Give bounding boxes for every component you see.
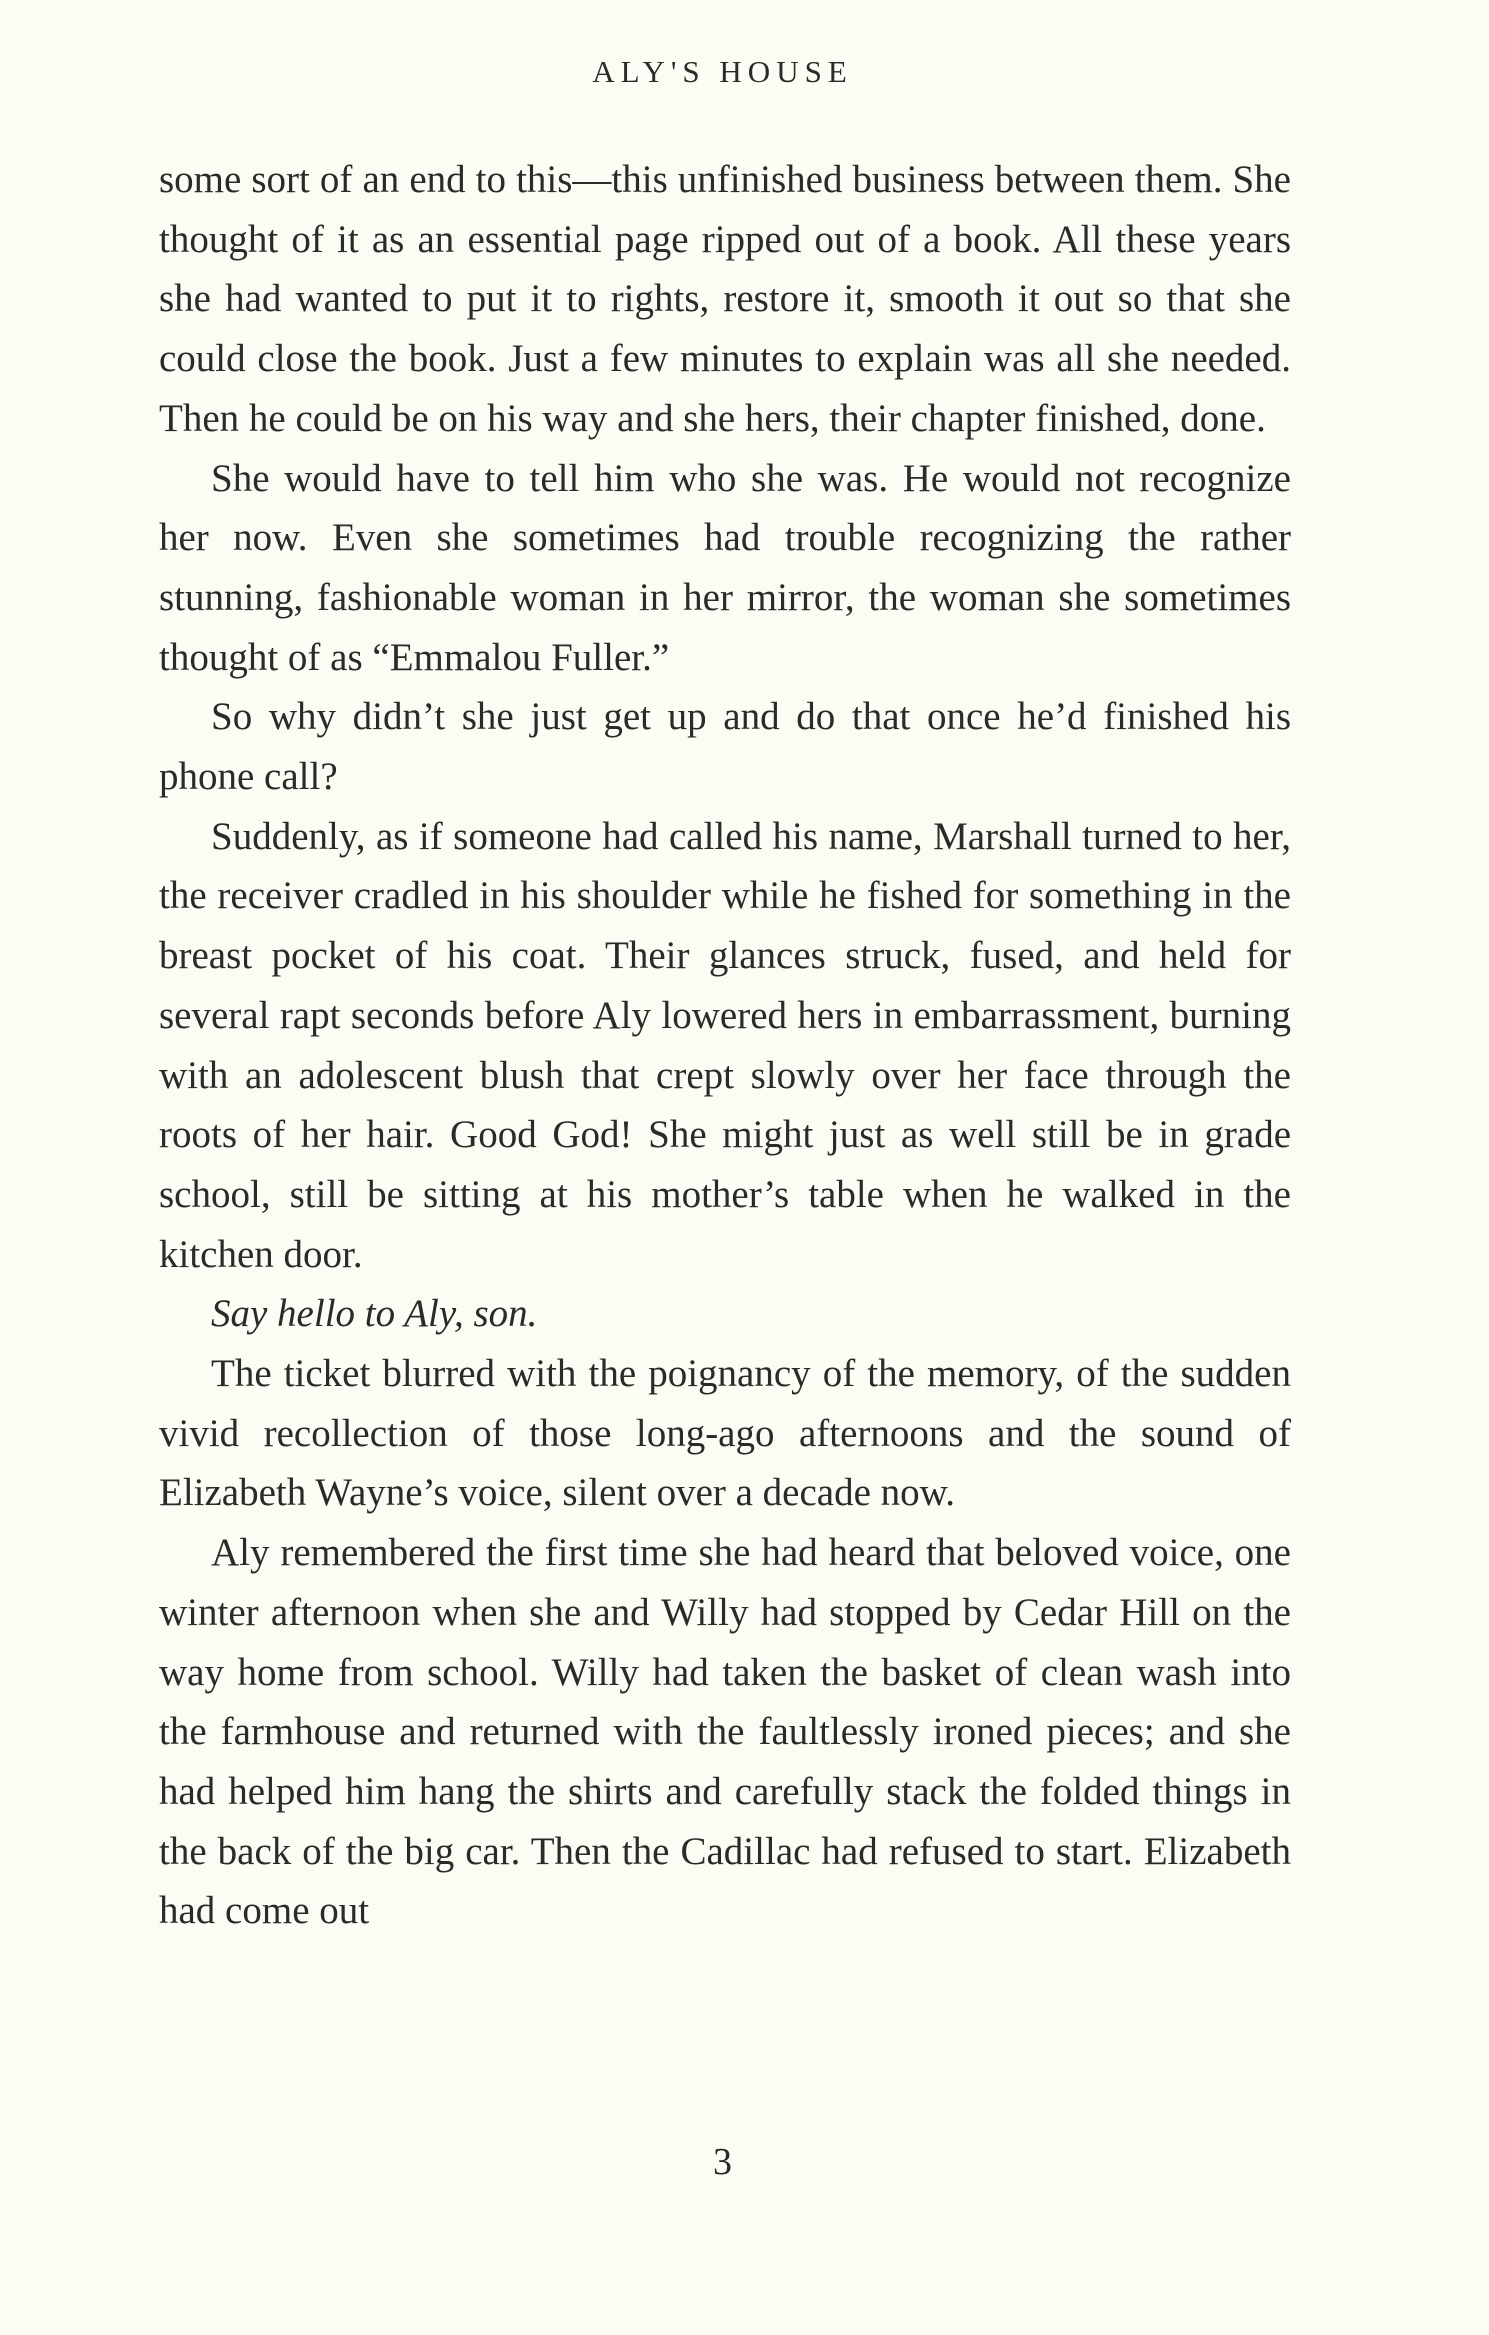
paragraph: Suddenly, as if someone had called his name, Marshall turned to her, the receiver cradled in his shoulder while he fished for something in the breast pocket of his coat. Their glances struck, fused, and held for several rapt seconds before Aly lowered hers in embarrassment, burning with an adolescent blush that crept slowly over her face through the roots of her hair. Good God! She might just as well still be in grade school, still be sitting at his mother’s table when he walked in the kitchen door. bbox=[159, 814, 1291, 1276]
paragraph: She would have to tell him who she was. He would not recognize her now. Even she sometimes had trouble recognizing the rather stunning, fashionable woman in her mirror, the woman she sometimes thought of as “Emmalou Fuller.” bbox=[159, 456, 1291, 679]
italic-paragraph: Say hello to Aly, son. bbox=[211, 1292, 538, 1336]
paragraph: some sort of an end to this—this unfinished business between them. She thought of it as an essential page ripped out of a book. All these years she had wanted to put it to rights, restore it, smooth it out so that she could close the book. Just a few minutes to explain was all she needed. Then he could be on his way and she hers, their chapter finished, done. bbox=[159, 158, 1291, 440]
paragraph: The ticket blurred with the poignancy of the memory, of the sudden vivid recollection of those long-ago afternoons and the sound of Elizabeth Wayne’s voice, silent over a decade now. bbox=[159, 1352, 1291, 1515]
paragraph: So why didn’t she just get up and do that once he’d finished his phone call? bbox=[159, 695, 1291, 799]
running-head: ALY'S HOUSE bbox=[592, 54, 853, 89]
body-text bbox=[159, 150, 1291, 1941]
page-number: 3 bbox=[713, 2141, 732, 2183]
paragraph: Aly remembered the first time she had heard that beloved voice, one winter afternoon when she and Willy had stopped by Cedar Hill on the way home from school. Willy had taken the basket of clean wash into the farmhouse and returned with the faultlessly ironed pieces; and she had helped him hang the shirts and carefully stack the folded things in the back of the big car. Then the Cadillac had refused to start. Elizabeth had come out bbox=[159, 1531, 1291, 1933]
